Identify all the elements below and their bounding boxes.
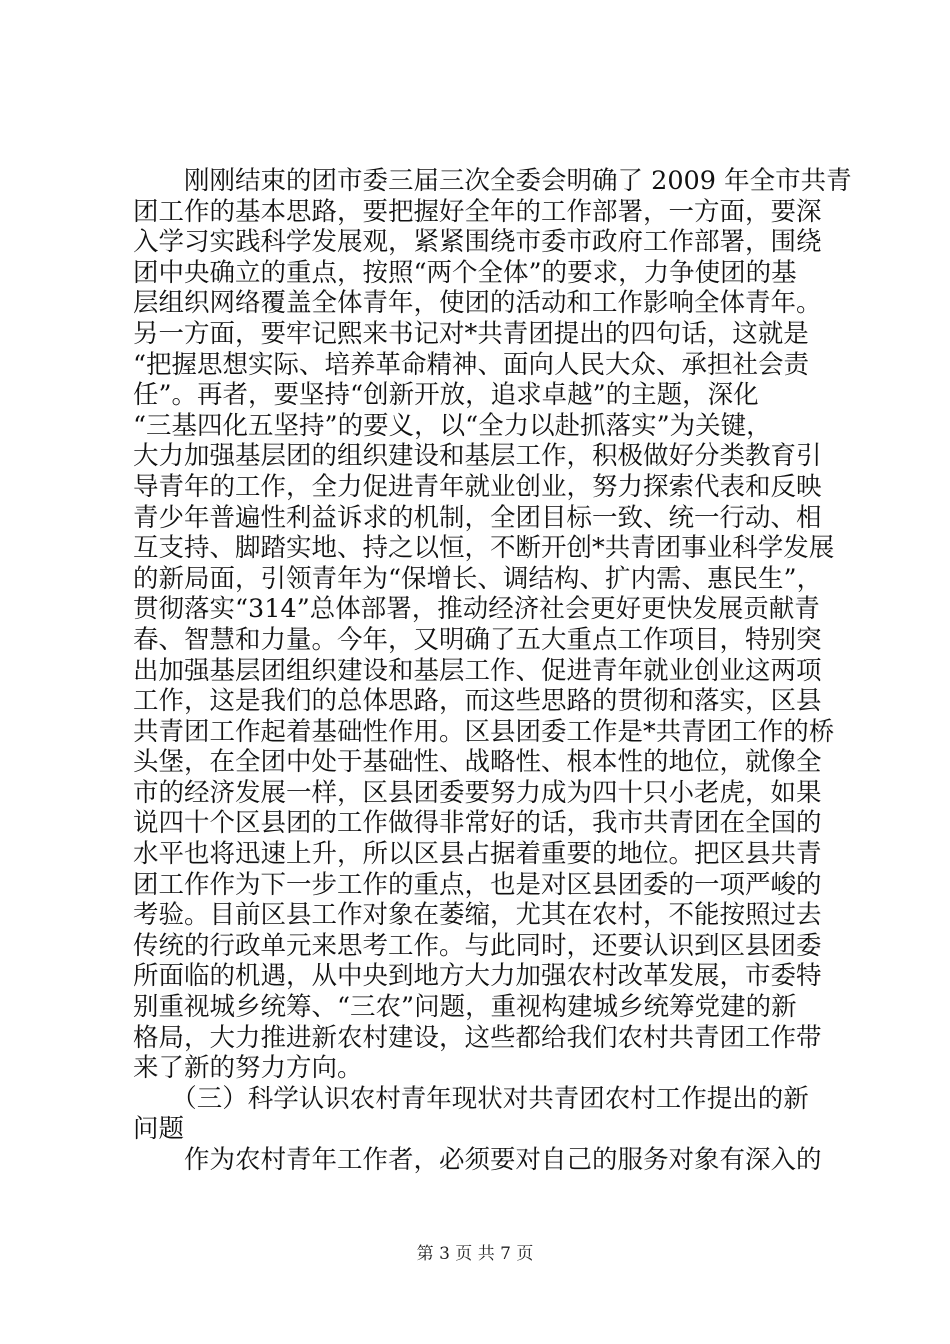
text-line: 水平也将迅速上升，所以区县占据着重要的地位。把区县共青 <box>133 839 822 870</box>
text-line: 市的经济发展一样，区县团委要努力成为四十只小老虎，如果 <box>133 777 822 808</box>
text-line: 的新局面，引领青年为“保增长、调结构、扩内需、惠民生”， <box>133 563 823 594</box>
text-line: 贯彻落实“314”总体部署，推动经济社会更好更快发展贡献青 <box>133 594 820 625</box>
text-line: 入学习实践科学发展观，紧紧围绕市委市政府工作部署，围绕 <box>133 227 822 258</box>
text-line: 团工作作为下一步工作的重点，也是对区县团委的一项严峻的 <box>133 869 822 900</box>
text-line: 工作，这是我们的总体思路，而这些思路的贯彻和落实，区县 <box>133 686 822 717</box>
text-line: 问题 <box>133 1114 185 1145</box>
body-text <box>133 166 853 1176</box>
text-line: “把握思想实际、培养革命精神、面向人民大众、承担社会责 <box>133 349 810 380</box>
page-footer: 第 3 页 共 7 页 <box>416 1244 534 1264</box>
text-line: 青少年普遍性利益诉求的机制，全团目标一致、统一行动、相 <box>133 502 822 533</box>
text-line: 格局，大力推进新农村建设，这些都给我们农村共青团工作带 <box>133 1022 822 1053</box>
text-line: 团工作的基本思路，要把握好全年的工作部署，一方面，要深 <box>133 196 822 227</box>
text-line: 春、智慧和力量。今年，又明确了五大重点工作项目，特别突 <box>133 624 822 655</box>
text-line: 另一方面，要牢记熙来书记对*共青团提出的四句话，这就是 <box>133 318 809 349</box>
text-line: 任”。再者，要坚持“创新开放，追求卓越”的主题，深化 <box>133 380 759 411</box>
text-line: 传统的行政单元来思考工作。与此同时，还要认识到区县团委 <box>133 930 822 961</box>
text-line: 导青年的工作，全力促进青年就业创业，努力探索代表和反映 <box>133 471 822 502</box>
text-line: 刚刚结束的团市委三届三次全委会明确了 2009 年全市共青 <box>133 166 852 196</box>
text-line: 考验。目前区县工作对象在萎缩，尤其在农村，不能按照过去 <box>133 900 822 931</box>
text-line: 团中央确立的重点，按照“两个全体”的要求，力争使团的基 <box>133 257 797 288</box>
text-line: 互支持、脚踏实地、持之以恒，不断开创*共青团事业科学发展 <box>133 533 835 564</box>
text-line: 作为农村青年工作者，必须要对自己的服务对象有深入的 <box>133 1145 822 1175</box>
text-line: 出加强基层团组织建设和基层工作、促进青年就业创业这两项 <box>133 655 822 686</box>
text-line: “三基四化五坚持”的要义，以“全力以赴抓落实”为关键， <box>133 410 772 441</box>
text-line: 大力加强基层团的组织建设和基层工作，积极做好分类教育引 <box>133 441 822 472</box>
text-line: 所面临的机遇，从中央到地方大力加强农村改革发展，市委特 <box>133 961 822 992</box>
text-line: 说四十个区县团的工作做得非常好的话，我市共青团在全国的 <box>133 808 822 839</box>
text-line: 层组织网络覆盖全体青年，使团的活动和工作影响全体青年。 <box>133 288 822 319</box>
text-line: 别重视城乡统筹、“三农”问题，重视构建城乡统筹党建的新 <box>133 992 797 1023</box>
text-line: 共青团工作起着基础性作用。区县团委工作是*共青团工作的桥 <box>133 716 835 747</box>
text-line: 头堡，在全团中处于基础性、战略性、根本性的地位，就像全 <box>133 747 822 778</box>
text-line: 来了新的努力方向。 <box>133 1053 363 1084</box>
text-line: （三）科学认识农村青年现状对共青团农村工作提出的新 <box>133 1083 809 1114</box>
